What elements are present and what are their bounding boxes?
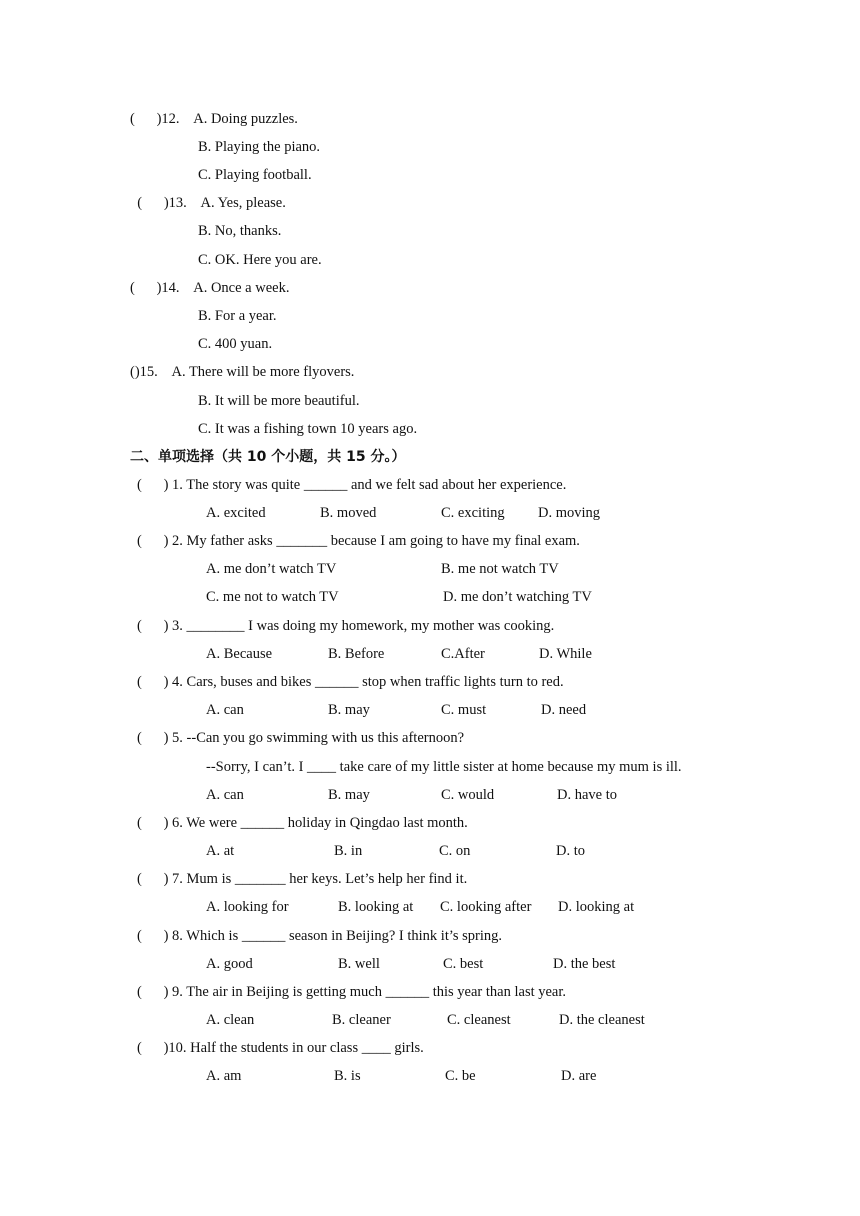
option-d: D. need (541, 702, 587, 718)
option-a: A. can (206, 702, 244, 718)
option-d: D. moving (538, 505, 601, 521)
option-c: C. me not to watch TV (206, 589, 339, 605)
listening-option: C. Playing football. (198, 167, 312, 183)
question-5-reply: --Sorry, I can’t. I ____ take care of my little sister at home because my mum is ill. (206, 759, 682, 775)
option-c: C. best (443, 956, 484, 972)
question-8: ( ) 8. Which is ______ season in Beijing? I think it’s spring. (137, 928, 503, 944)
option-c: C. cleanest (447, 1012, 511, 1028)
listening-option: C. OK. Here you are. (198, 252, 322, 268)
listening-question-12: ( )12. A. Doing puzzles. (130, 111, 298, 127)
option-b: B. well (338, 956, 380, 972)
listening-option: B. For a year. (198, 308, 277, 324)
option-a: A. can (206, 787, 244, 803)
option-d: D. have to (557, 787, 617, 803)
option-b: B. me not watch TV (441, 561, 559, 577)
option-d: D. looking at (558, 899, 635, 915)
option-d: D. the cleanest (559, 1012, 645, 1028)
option-c: C.After (441, 646, 485, 662)
question-5: ( ) 5. --Can you go swimming with us this afternoon? (137, 730, 465, 746)
listening-question-15: ()15. A. There will be more flyovers. (130, 364, 355, 380)
option-c: C. be (445, 1068, 476, 1084)
listening-option: C. It was a fishing town 10 years ago. (198, 421, 418, 437)
option-c: C. exciting (441, 505, 505, 521)
listening-option: B. It will be more beautiful. (198, 393, 360, 409)
option-c: C. would (441, 787, 495, 803)
option-b: B. looking at (338, 899, 414, 915)
option-a: A. at (206, 843, 235, 859)
option-b: B. Before (328, 646, 385, 662)
option-a: A. good (206, 956, 253, 972)
section-heading: 二、单项选择（共 10 个小题，共 15 分。） (130, 449, 406, 465)
question-1: ( ) 1. The story was quite ______ and we felt sad about her experience. (137, 477, 567, 493)
listening-option: C. 400 yuan. (198, 336, 273, 352)
option-d: D. While (539, 646, 592, 662)
question-7: ( ) 7. Mum is _______ her keys. Let’s help her find it. (137, 871, 468, 887)
option-c: C. on (439, 843, 471, 859)
question-3: ( ) 3. ________ I was doing my homework, my mother was cooking. (137, 618, 555, 634)
option-b: B. is (334, 1068, 361, 1084)
option-a: A. Because (206, 646, 273, 662)
option-a: A. looking for (206, 899, 289, 915)
question-6: ( ) 6. We were ______ holiday in Qingdao last month. (137, 815, 468, 831)
option-d: D. me don’t watching TV (443, 589, 592, 605)
listening-question-13: ( )13. A. Yes, please. (130, 195, 286, 211)
option-b: B. in (334, 843, 363, 859)
question-10: ( )10. Half the students in our class ____ girls. (137, 1040, 424, 1056)
option-b: B. may (328, 702, 370, 718)
question-2: ( ) 2. My father asks _______ because I am going to have my final exam. (137, 533, 580, 549)
question-9: ( ) 9. The air in Beijing is getting much ______ this year than last year. (137, 984, 567, 1000)
question-4: ( ) 4. Cars, buses and bikes ______ stop when traffic lights turn to red. (137, 674, 564, 690)
option-a: A. am (206, 1068, 242, 1084)
option-d: D. to (556, 843, 585, 859)
option-d: D. the best (553, 956, 616, 972)
option-a: A. clean (206, 1012, 255, 1028)
option-c: C. must (441, 702, 487, 718)
option-b: B. may (328, 787, 370, 803)
option-c: C. looking after (440, 899, 532, 915)
option-d: D. are (561, 1068, 597, 1084)
option-b: B. cleaner (332, 1012, 391, 1028)
listening-option: B. Playing the piano. (198, 139, 321, 155)
listening-question-14: ( )14. A. Once a week. (130, 280, 290, 296)
listening-option: B. No, thanks. (198, 223, 282, 239)
option-a: A. me don’t watch TV (206, 561, 337, 577)
option-b: B. moved (320, 505, 377, 521)
option-a: A. excited (206, 505, 266, 521)
